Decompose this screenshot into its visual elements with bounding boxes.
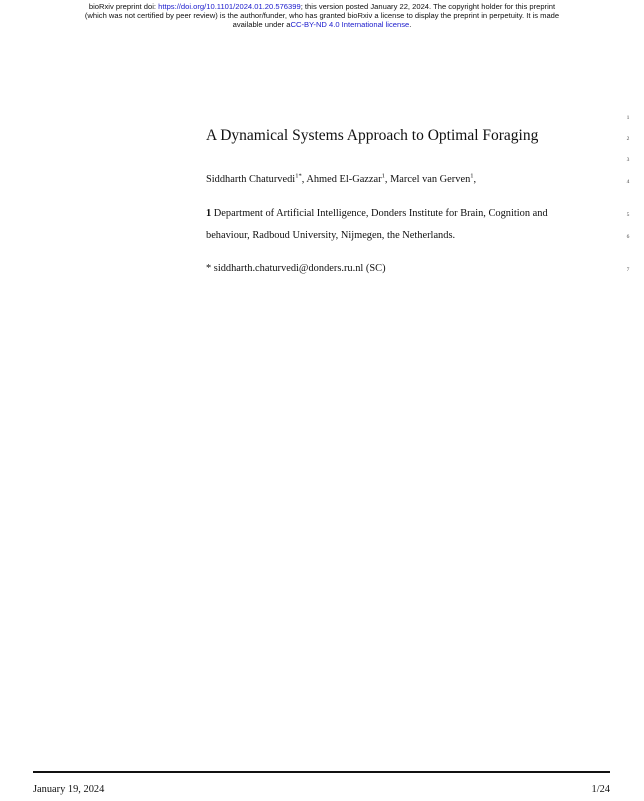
license-suffix: . xyxy=(409,20,412,30)
line-number: 2 xyxy=(626,136,630,142)
notice-prefix: bioRxiv preprint doi: xyxy=(88,2,159,11)
author-affiliation-mark: 1 xyxy=(470,172,474,180)
license-prefix: available under a xyxy=(232,20,291,30)
footer-date: January 19, 2024 xyxy=(33,784,105,795)
author-separator: , xyxy=(301,174,307,185)
author-separator: , xyxy=(473,174,477,185)
author-name: Ahmed El-Gazzar xyxy=(306,174,382,185)
affiliation-number: 1 xyxy=(206,208,212,219)
notice-line-1 xyxy=(0,2,644,11)
author-list xyxy=(206,174,476,185)
author-affiliation-mark: 1* xyxy=(295,172,302,180)
line-number: 3 xyxy=(626,157,630,163)
biorxiv-notice xyxy=(0,2,644,30)
notice-line-2: (which was not certified by peer review) is the author/funder, who has granted bioRxiv a license to display the preprint in perpetuity. It is made xyxy=(84,11,560,21)
author-affiliation-mark: 1 xyxy=(381,172,385,180)
paper-title: A Dynamical Systems Approach to Optimal Foraging xyxy=(206,127,539,144)
notice-suffix: ; this version posted January 22, 2024. The copyright holder for this preprint xyxy=(300,2,556,11)
footer-rule xyxy=(33,771,610,773)
line-number: 7 xyxy=(626,267,630,273)
affiliation-line-1 xyxy=(206,208,548,219)
author-name: Marcel van Gerven xyxy=(390,174,471,185)
author-separator: , xyxy=(384,174,391,185)
license-link[interactable]: CC-BY-ND 4.0 International license xyxy=(290,20,410,30)
doi-link[interactable]: https://doi.org/10.1101/2024.01.20.576399 xyxy=(158,2,301,11)
author-name: Siddharth Chaturvedi xyxy=(206,174,296,185)
page-number: 1/24 xyxy=(591,784,610,795)
affiliation-line-2: behaviour, Radboud University, Nijmegen, the Netherlands. xyxy=(206,230,456,241)
corresponding-email: * siddharth.chaturvedi@donders.ru.nl (SC) xyxy=(206,263,386,274)
affiliation-text: Department of Artificial Intelligence, Donders Institute for Brain, Cognition and xyxy=(211,208,548,219)
line-number: 1 xyxy=(626,115,630,121)
line-number: 5 xyxy=(626,212,630,218)
notice-line-3 xyxy=(0,20,644,29)
line-number: 6 xyxy=(626,234,630,240)
line-number: 4 xyxy=(626,179,630,185)
